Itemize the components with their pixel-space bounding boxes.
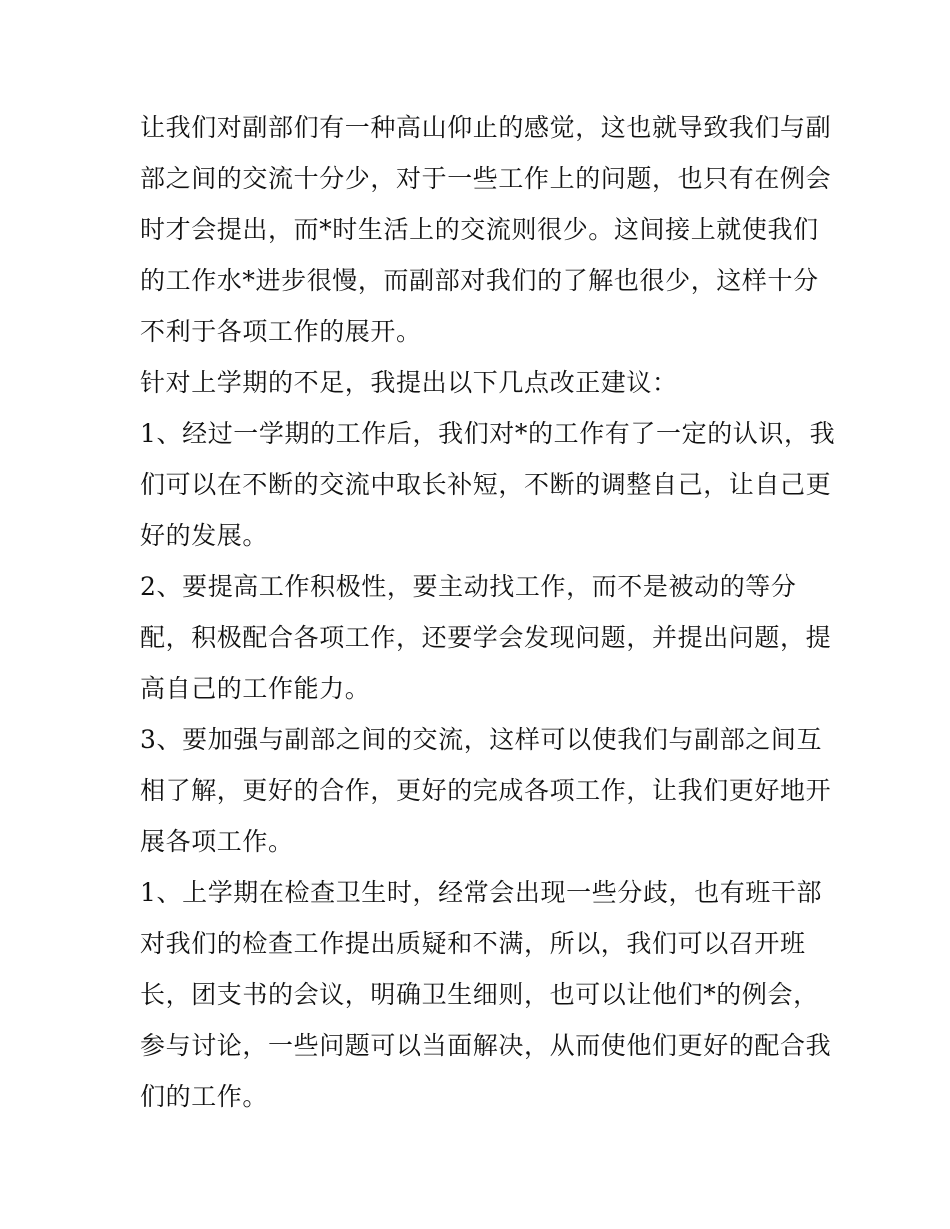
text-line: 们可以在不断的交流中取长补短，不断的调整自己，让自己更: [140, 470, 832, 499]
text-line: 们的工作。: [140, 1082, 269, 1111]
text-line: 让我们对副部们有一种高山仰止的感觉，这也就导致我们与副: [140, 113, 832, 142]
text-line: 部之间的交流十分少，对于一些工作上的问题，也只有在例会: [140, 164, 832, 193]
text-line: 不利于各项工作的展开。: [140, 317, 422, 346]
text-line: 1、经过一学期的工作后，我们对*的工作有了一定的认识，我: [140, 419, 836, 448]
text-line: 展各项工作。: [140, 827, 294, 856]
text-line: 针对上学期的不足，我提出以下几点改正建议：: [140, 368, 678, 397]
text-line: 好的发展。: [140, 521, 269, 550]
text-line: 3、要加强与副部之间的交流，这样可以使我们与副部之间互: [140, 725, 823, 754]
text-line: 参与讨论，一些问题可以当面解决，从而使他们更好的配合我: [140, 1031, 832, 1060]
text-line: 高自己的工作能力。: [140, 674, 371, 703]
text-line: 对我们的检查工作提出质疑和不满，所以，我们可以召开班: [140, 929, 806, 958]
text-line: 的工作水*进步很慢，而副部对我们的了解也很少，这样十分: [140, 266, 819, 295]
text-line: 配，积极配合各项工作，还要学会发现问题，并提出问题，提: [140, 623, 832, 652]
text-line: 时才会提出，而*时生活上的交流则很少。这间接上就使我们: [140, 215, 819, 244]
text-line: 长，团支书的会议，明确卫生细则，也可以让他们*的例会，: [140, 980, 819, 1009]
text-line: 相了解，更好的合作，更好的完成各项工作，让我们更好地开: [140, 776, 832, 805]
text-line: 2、要提高工作积极性，要主动找工作，而不是被动的等分: [140, 572, 797, 601]
text-line: 1、上学期在检查卫生时，经常会出现一些分歧，也有班干部: [140, 878, 823, 907]
